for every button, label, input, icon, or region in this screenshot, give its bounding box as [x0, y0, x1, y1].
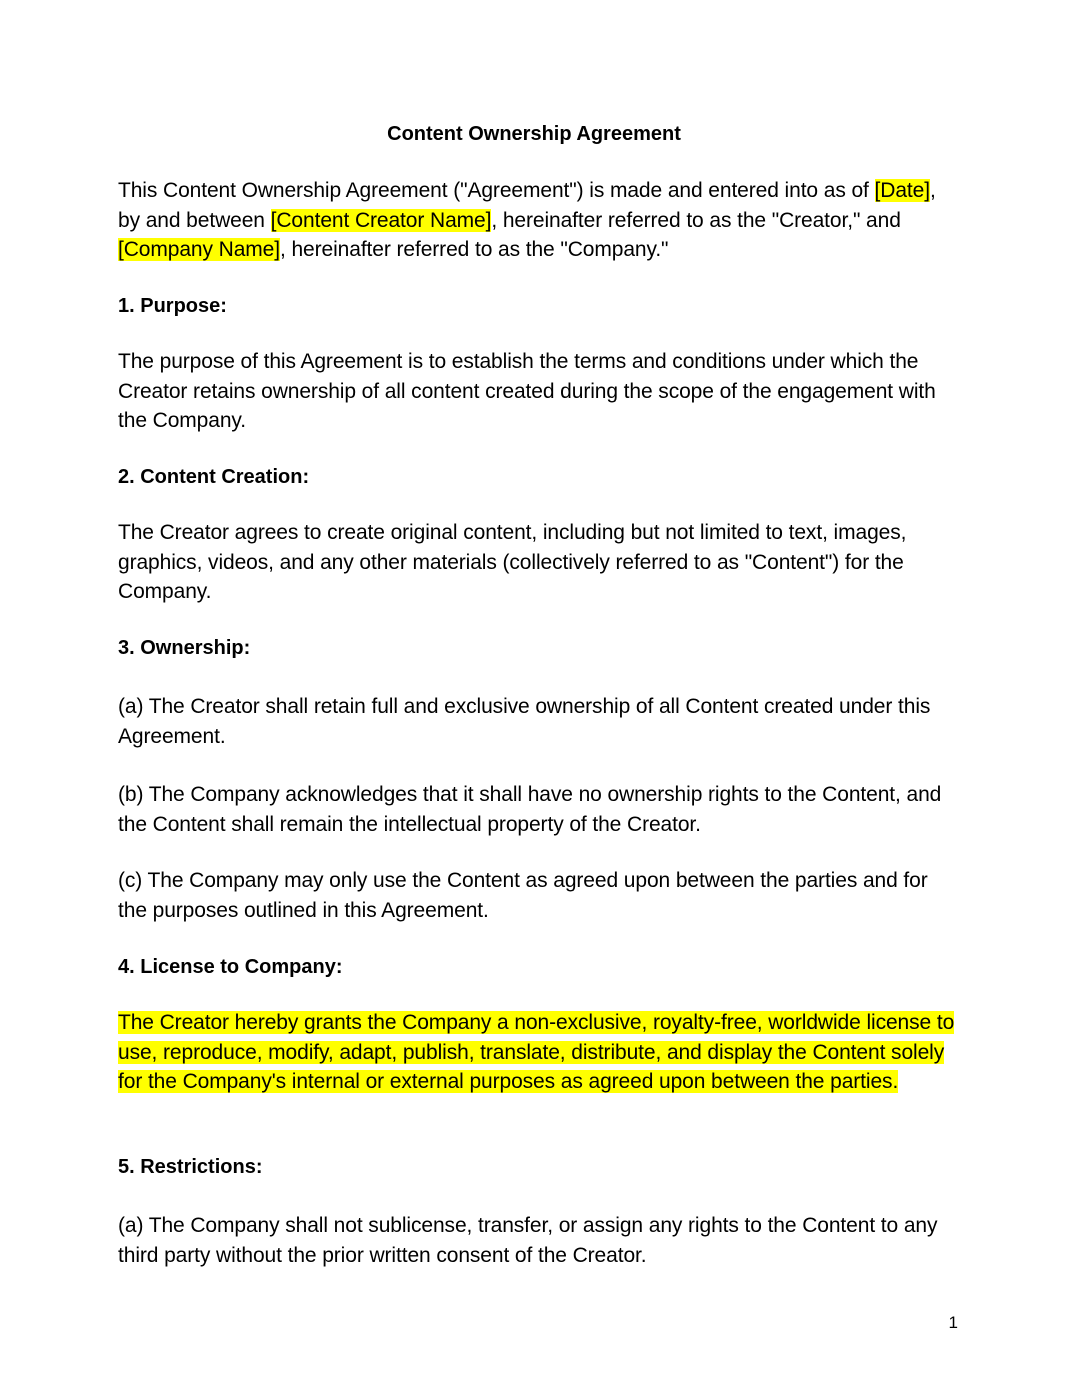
page-number: 1	[948, 1313, 958, 1332]
intro-text-4: , hereinafter referred to as the "Company."	[280, 238, 669, 261]
creator-name-placeholder: [Content Creator Name]	[270, 208, 492, 232]
section-heading-purpose: 1. Purpose:	[118, 295, 227, 317]
section-text-purpose: The purpose of this Agreement is to establish the terms and conditions under which the Creator retains ownership of all content created during the scope of the engagement with the Company.	[118, 350, 936, 432]
ownership-clause-a: (a) The Creator shall retain full and exclusive ownership of all Content created under this Agreement.	[118, 695, 931, 748]
section-text-content-creation: The Creator agrees to create original content, including but not limited to text, images, graphics, videos, and any other materials (collectively referred to as "Content") for the Company.	[118, 521, 907, 603]
intro-text-1: This Content Ownership Agreement ("Agreement") is made and entered into as of	[118, 179, 875, 202]
section-heading-license: 4. License to Company:	[118, 956, 343, 978]
section-heading-ownership: 3. Ownership:	[118, 637, 251, 659]
intro-text-2: , by and between	[118, 179, 936, 232]
intro-paragraph	[118, 176, 958, 265]
restrictions-clause-a: (a) The Company shall not sublicense, transfer, or assign any rights to the Content to any third party without the prior written consent of the Creator.	[118, 1214, 938, 1267]
date-placeholder: [Date]	[874, 179, 930, 202]
ownership-clause-c: (c) The Company may only use the Content as agreed upon between the parties and for the purposes outlined in this Agreement.	[118, 869, 928, 922]
intro-text-3: , hereinafter referred to as the "Creator," and	[491, 208, 901, 232]
section-heading-restrictions: 5. Restrictions:	[118, 1156, 263, 1178]
document-title: Content Ownership Agreement	[387, 123, 681, 145]
ownership-clause-b: (b) The Company acknowledges that it shall have no ownership rights to the Content, and the Content shall remain the intellectual property of the Creator.	[118, 783, 942, 836]
license-paragraph	[118, 1008, 958, 1097]
license-highlighted-text: The Creator hereby grants the Company a non-exclusive, royalty-free, worldwide license to use, reproduce, modify, adapt, publish, translate, distribute, and display the Content solely for the Company's internal or external purposes as agreed upon between the parties.	[118, 1011, 955, 1093]
section-heading-content-creation: 2. Content Creation:	[118, 466, 310, 488]
company-name-placeholder: [Company Name]	[118, 238, 280, 261]
